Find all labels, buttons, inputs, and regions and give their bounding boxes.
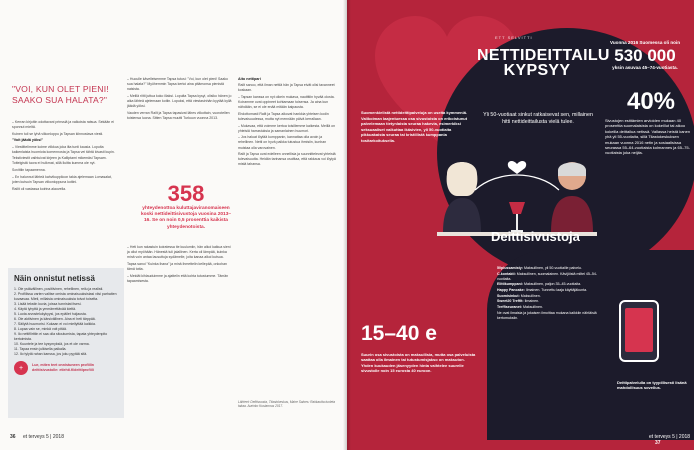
stat-percent-text: Sivustojen esittämien arvioiden mukaan 40 prosenttia suomalaisista on kokeillut tai aikoo kokeilla deittailua netissä. Vallassa heistä kanen yhä yli 55-vuotiaita, sillä Tilastokeskuksen mukaan vuonna 2016 netin ja sosiaalisissa seurassa 55–64-vuotiaista kolmannes ja 65–75-vuotiaista joka neljäs.	[605, 118, 691, 156]
page-number: 37	[655, 440, 661, 446]
tip-item: 8. Lupaa vain se, minkä voit pitää.	[14, 327, 67, 331]
service-desc: Maksullinen, yli 50-vuotiaille palvelu.	[523, 266, 582, 270]
paragraph: Kuinen tuli se lyhä viikonloppu ja Tapsan kiinnostava viesti.	[12, 131, 104, 136]
tip-item: 4. Käytä lyhyttä ja ymmärrettävää kieltä.	[14, 307, 77, 311]
section-tag: ETT SELVITTI	[495, 35, 533, 40]
paragraph: – Meidät kihlauduimme ja ajattelin että kohta tutustumme. Tämän tapaamisesta.	[127, 273, 229, 283]
right-page	[347, 0, 694, 450]
pull-quote: "VOI, KUN OLET PIENI! SAAKO SUA HALATA?"	[12, 84, 109, 105]
tip-item: 11. Tapaa ensin julkisella paikalla.	[14, 347, 67, 351]
tip-item: 3. Lisää tekstin kuvia, joissa tunnistat itsesi.	[14, 302, 82, 306]
magazine-issue: et terveys 5 | 2018	[649, 434, 691, 440]
stat-single-households	[601, 40, 689, 71]
paragraph: – Huoulle kävelleisemme Tapsa tutusi: "Voi, kun olet pieni! Saako sua halata?" Myöhemmin Tapsa kertoi aina pitämonsa pienistä naisista.	[127, 77, 228, 92]
list-item	[497, 272, 605, 282]
plus-icon: +	[14, 361, 28, 375]
list-item	[497, 288, 605, 293]
phone-icon	[619, 300, 659, 362]
list-item	[497, 305, 605, 310]
lede: Yli 50-vuotiaat sinkut ratkaisevat sen, millainen hitti nettideittailusta vielä tulee.	[483, 112, 593, 125]
stat-number: 358	[167, 181, 205, 206]
services-list	[497, 266, 605, 321]
service-desc: Maksullinen.	[520, 293, 541, 298]
service-name: 50plussamisty:	[497, 266, 523, 270]
tip-item: 1. Ole ystävällinen, positiivinen, rehellinen, reilu ja realisti.	[14, 287, 104, 291]
stat-price-text: Suurin osa sivustoista on maksullisia, mutta osa palveluista saattaa olla ilmainen tai tutustumisjakso on maksuton. Yhden kuukauden jäsenyyden hinta vaihtelee suurelle sivustolle noin 15 eurosta 40 euroon.	[361, 352, 476, 374]
paragraph: – Meillä riitti juttua koko illaksi. Lopulta Tapsa kysyi, olisiko hänen jo aika lähteä ajelemaan kotiin. Lopuksi, että viestasinhän kyytää kyllä jäädä yöksi.	[127, 93, 232, 109]
tips-box	[8, 268, 124, 418]
read-more-link[interactable]	[14, 361, 118, 375]
read-more-text: Lue, miten teet onnistuneen profiilin deittisivustolle: etlehti.fi/deittiprofiili	[32, 363, 94, 372]
service-name: Suomisinkut:	[497, 293, 520, 298]
paragraph: – Kerran kirjoitin odottavani prinssiä ja valkoista ratsua. Sekään ei sponnut mieltä.	[12, 120, 114, 130]
paragraph: – Jos haluat löytää kumppanin, kannattaa olla avoin ja rehellinen. Netti on hyvä paikka tutustua ihmisiin, kunhan muistaa olla varovainen.	[238, 135, 327, 150]
service-name: Treffiseuranet:	[497, 305, 522, 310]
paragraph: Tapsa sanoi "Kuinka ihana" ja minä ihmettelin kellepää, onkohan tämä totta.	[127, 261, 227, 271]
stat-text: yhteydenottoa kuluttajaviranomaiseen koski nettideittisivustoja vuosina 2013–16. Se on noin 0,5 prosenttia kaikista yhteydenotoista.	[140, 206, 232, 230]
tips-title: Näin onnistut netissä	[14, 274, 95, 283]
list-item	[497, 299, 605, 304]
service-desc: Maksullinen, paljon 35–45-vuotiaita.	[523, 282, 582, 287]
page-footer-left	[10, 434, 64, 440]
tip-item: 9. Ilo nettiflirttiin ei saa olla sitoutumista, tapata yhteydenpito kertoimista.	[14, 332, 108, 341]
service-desc: Ilmainen.	[524, 299, 540, 304]
service-desc: Ilmainen. Tunnettu laaja käyttäjäkunta.	[525, 288, 588, 293]
column-2	[127, 77, 232, 177]
paragraph: – En halunnut lähteä kahvikuppiloon takia ajelemaan Lomasalat, joten kutsuin Tapsan viikonloppuna kotiini.	[12, 174, 112, 184]
stat-label: Vuonna 2016 Suomessa oli noin	[609, 40, 681, 45]
service-name: Elittikumppani:	[497, 282, 523, 287]
paragraph: Railt sanoo, että ilman nettiä hän ja Tapsa eivät olisi tavanneet koskaan.	[238, 83, 335, 93]
services-heading: Deittisivustoja	[491, 229, 580, 244]
stat-price: 15–40 e	[361, 322, 437, 345]
services-note: Ne ovat ilmaisia ja jokaisen ilmoittaa mukana kaikkiin nähtäisiä kertomuksiin.	[497, 310, 597, 320]
tip-item: 10. Kuuntele ja tee kysymyksiä, jos et ole varma.	[14, 342, 90, 346]
paragraph: Tekstiviestit vaihtuivat kirjeen ja Kalliptami mikemäsi Tapsam. Tottelgistä tuora ei hulkmat, sillä lluitta kumma ole nyt.	[12, 156, 107, 166]
app-text: Deittipalvelulla on tyypillisesti lisänä mahdollisuus sovellus.	[617, 380, 687, 391]
tip-item: 6. Ole aktiivinen ja kärsivällinen. Aina ei heti tärppää.	[14, 317, 96, 321]
tip-item: 12. Ilo tylytä rahan kanssa, jos joku pyytää sitä.	[14, 352, 88, 356]
subheading: Aito nettipari	[238, 77, 261, 81]
list-item	[497, 294, 605, 299]
column-1	[12, 120, 120, 260]
sources-credit: Lähteet: Deittivuosta, Tilastokeskus, Maire Saloes: Rakkautta tuoleta takaa. Aurinko Kustannus 2017.	[238, 400, 336, 409]
phone-screen	[625, 308, 653, 352]
stat-unit: yksin asuvaa 45–74-vuotiasta.	[612, 64, 678, 70]
paragraph: – Mukavaa, että voimme kertoa toisillemme kaikesta. Meillä on yhteisiä harrastuksia ja samanlainen huumori.	[238, 123, 336, 133]
column-3	[238, 77, 338, 397]
column-2-lower	[127, 245, 232, 385]
paragraph: Vauden verran Railt ja Tapsa tapasivat lähes viikottain, vuorotellen toistensa luona. Sitten Tapsa muutti Turkuun vuonna 2013.	[127, 110, 230, 120]
paragraph: Sovittiin tapaamenna.	[12, 168, 46, 173]
service-name: Sweet20 Treffit:	[497, 299, 524, 304]
page-number: 36	[10, 434, 16, 440]
tip-item: 5. Luota arvostelukykyysi, jos epäilet huijausta.	[14, 312, 87, 316]
paragraph: – Heti kun rakastuin koiratessa tie kuulumiin, hän alkoi kaikua sieni ja ollut myöhään. Hänestä tuli jalallinen. Kerta oli lämpää, kuinka minä voin antaa lausuttuja sydämelle, joita kanaa alkoi kutsua.	[127, 245, 231, 260]
magazine-issue: et terveys 5 | 2018	[22, 434, 64, 440]
list-item	[497, 282, 605, 287]
tip-item: 2. Profiilissa varten valitse omista ominaisuuksistasi viisi parhaiten kuvaavaa. Mieti, millaisia ominaisuuksia toivot toiselta.	[14, 292, 117, 301]
tips-list	[14, 287, 118, 357]
stat-complaints	[140, 182, 232, 231]
service-name: C-kontakti:	[497, 271, 516, 276]
tip-item: 7. Säilytä huumorisi. Kukaan ei voi miellyttää kaikkia.	[14, 322, 96, 326]
subheading: "Voit jäädä yöksi"	[12, 138, 44, 143]
service-desc: Maksullinen.	[522, 305, 543, 310]
page-gutter	[343, 0, 351, 450]
paragraph: Ehdottomasti Railt ja Tapsa aikovat hankkia yhteisen kodin tulevaisuudessa, mutta nyt mennään päivä kerrallaan.	[238, 111, 329, 121]
headline: NETTIDEITTAILU KYPSYY	[477, 47, 610, 79]
stat-percent: 40%	[626, 88, 676, 115]
service-desc: Maksullinen, suomalainen. Kävijöistä miltei 45–54-vuotiaita.	[497, 271, 598, 281]
service-name: Happy Pancake:	[497, 288, 525, 293]
list-item	[497, 266, 605, 271]
paragraph: Railit oli vastassa koirina alaovella.	[12, 186, 67, 191]
paragraph: – Viestittelimme koime viikkoa joka ilta tunti kausia. Lopulta kaikenlaista huomiota komennosta ja Tapsa vei tähtä kivasti kupin.	[12, 144, 115, 154]
stat-number: 530 000	[614, 45, 676, 65]
page-footer-right	[649, 434, 694, 446]
paragraph: – Tapsan kanssa on nyt oikein mukava, nautittiin hyvää olosta. Koiramme ovat oppineet kohtamaan toisensa. Ja aina kun nähdään, se ei ole enää mitään kaipausta.	[238, 94, 335, 110]
intro-text: Suomenkielistä nettideittipalveluja on useita kymmeniä. Valikoiman laajentuessa osa sivustoista on erikoistunut palvelemaan tietynlaista seuraa hakevia, esimerkiksi seksuaaliset vaikuttaa ikäsivien, yli 50-vuotiaita pikkuakaista seuraa tai kristillistä kumppania tositarkoituksella.	[361, 110, 468, 143]
paragraph: Railt ja Tapsa ovat edelleen onnellisia ja suunnittelevat yhteistä tulevaisuutta. Heidän tarinansa osoittaa, että rakkaus voi löytyä mistä tahansa.	[238, 152, 336, 167]
